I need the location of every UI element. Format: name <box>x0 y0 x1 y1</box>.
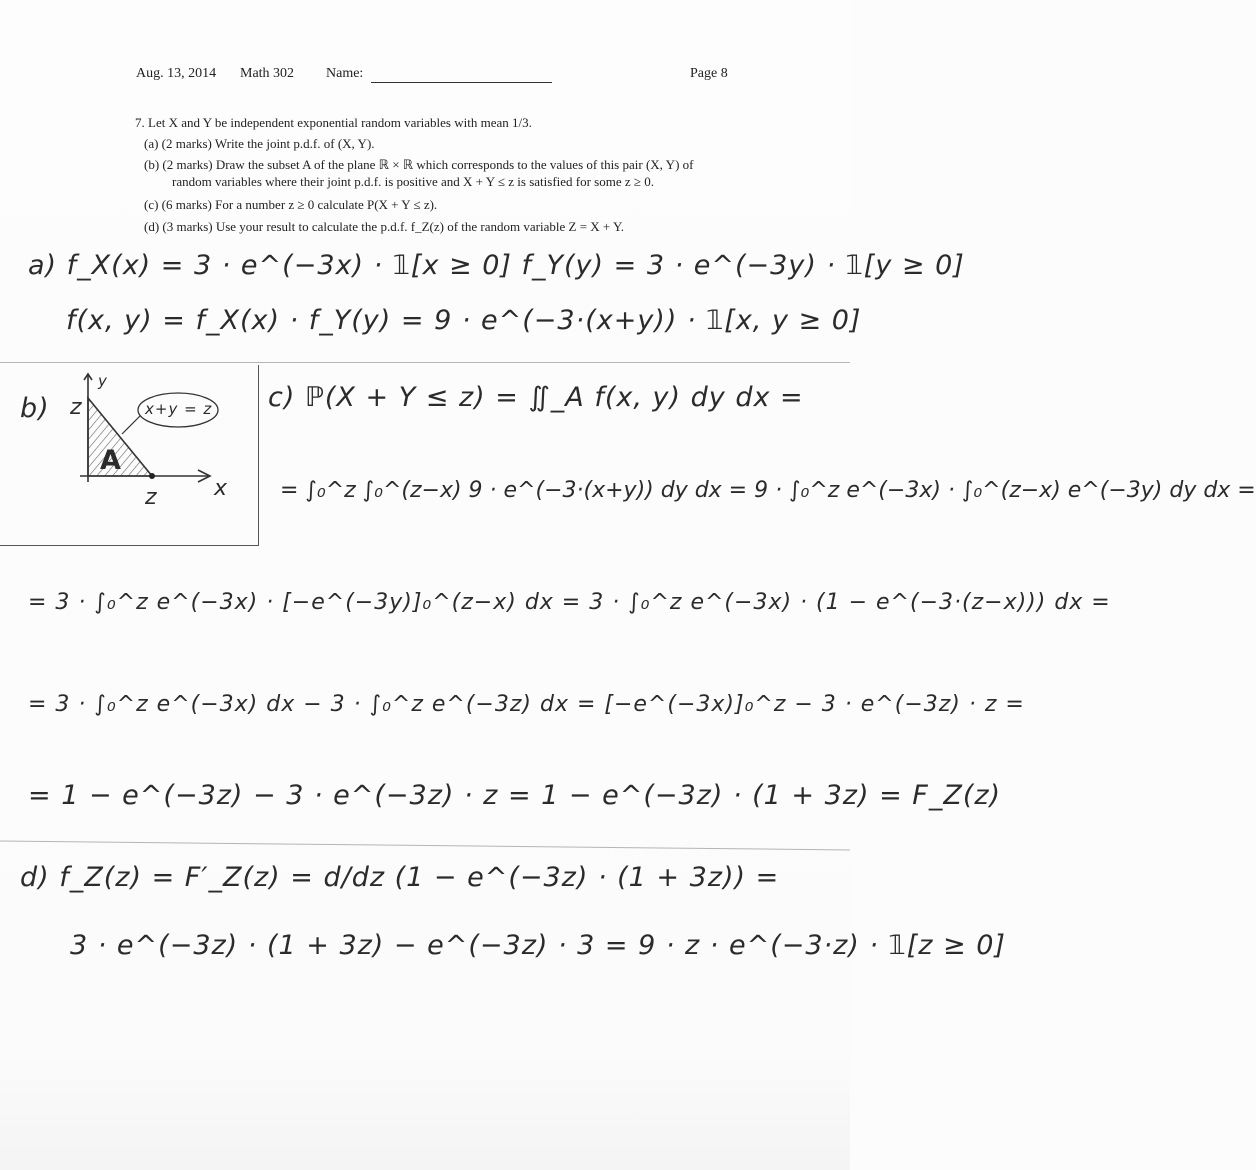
b-axis-y-label: y <box>98 372 108 390</box>
b-axis-x-label: x <box>214 476 229 501</box>
problem-part-c: (c) (6 marks) For a number z ≥ 0 calculate P(X + Y ≤ z). <box>144 197 438 212</box>
page-number: Page 8 <box>690 66 728 81</box>
header-name-label: Name: <box>326 66 364 81</box>
problem-part-b: (b) (2 marks) Draw the subset A of the plane ℝ × ℝ which corresponds to the values of this pair (X, Y) of <box>144 157 694 172</box>
handwritten-d-line1: d) f_Z(z) = F′_Z(z) = d/dz (1 − e^(−3z) · (1 + 3z)) = <box>20 862 780 893</box>
handwritten-c-line5: = 1 − e^(−3z) − 3 · e^(−3z) · z = 1 − e^(−3z) · (1 + 3z) = F_Z(z) <box>28 780 1002 811</box>
separator-line <box>0 362 850 363</box>
b-z-on-x-axis: z <box>145 485 158 510</box>
handwritten-c-line1: c) ℙ(X + Y ≤ z) = ∬_A f(x, y) dy dx = <box>268 382 804 413</box>
handwritten-c-line2: = ∫₀^z ∫₀^(z−x) 9 · e^(−3·(x+y)) dy dx = 9 · ∫₀^z e^(−3x) · ∫₀^(z−x) e^(−3y) dy dx = <box>280 478 1256 503</box>
handwritten-a-line2: f(x, y) = f_X(x) · f_Y(y) = 9 · e^(−3·(x+y)) · 𝟙[x, y ≥ 0] <box>66 305 862 336</box>
b-z-on-y-axis: z <box>70 395 83 420</box>
handwritten-c-line4: = 3 · ∫₀^z e^(−3x) dx − 3 · ∫₀^z e^(−3z) dx = [−e^(−3x)]₀^z − 3 · e^(−3z) · z = <box>28 692 1025 717</box>
problem-part-a: (a) (2 marks) Write the joint p.d.f. of (X, Y). <box>144 136 375 151</box>
handwritten-d-line2: 3 · e^(−3z) · (1 + 3z) − e^(−3z) · 3 = 9 · z · e^(−3·z) · 𝟙[z ≥ 0] <box>70 930 1006 961</box>
handwritten-a-line1: a) f_X(x) = 3 · e^(−3x) · 𝟙[x ≥ 0] f_Y(y) = 3 · e^(−3y) · 𝟙[y ≥ 0] <box>28 250 965 281</box>
problem-statement: 7. Let X and Y be independent exponential random variables with mean 1/3. <box>135 115 532 130</box>
bubble-pointer <box>122 416 140 434</box>
handwritten-b-label: b) <box>20 393 50 424</box>
problem-part-b-continued: random variables where their joint p.d.f. is positive and X + Y ≤ z is satisfied for some z ≥ 0. <box>172 174 655 189</box>
header-course: Math 302 <box>240 66 295 81</box>
handwritten-c-line3: = 3 · ∫₀^z e^(−3x) · [−e^(−3y)]₀^(z−x) dx = 3 · ∫₀^z e^(−3x) · (1 − e^(−3·(z−x))) dx = <box>28 590 1111 615</box>
name-blank-line <box>371 82 552 83</box>
header-date: Aug. 13, 2014 <box>136 66 217 81</box>
b-region-label: A <box>100 445 122 476</box>
region-sketch <box>60 370 260 510</box>
problem-part-d: (d) (3 marks) Use your result to calculate the p.d.f. f_Z(z) of the random variable Z = X + Y. <box>144 219 624 234</box>
z-point-marker <box>149 473 155 479</box>
b-line-equation: x+y = z <box>145 400 213 418</box>
